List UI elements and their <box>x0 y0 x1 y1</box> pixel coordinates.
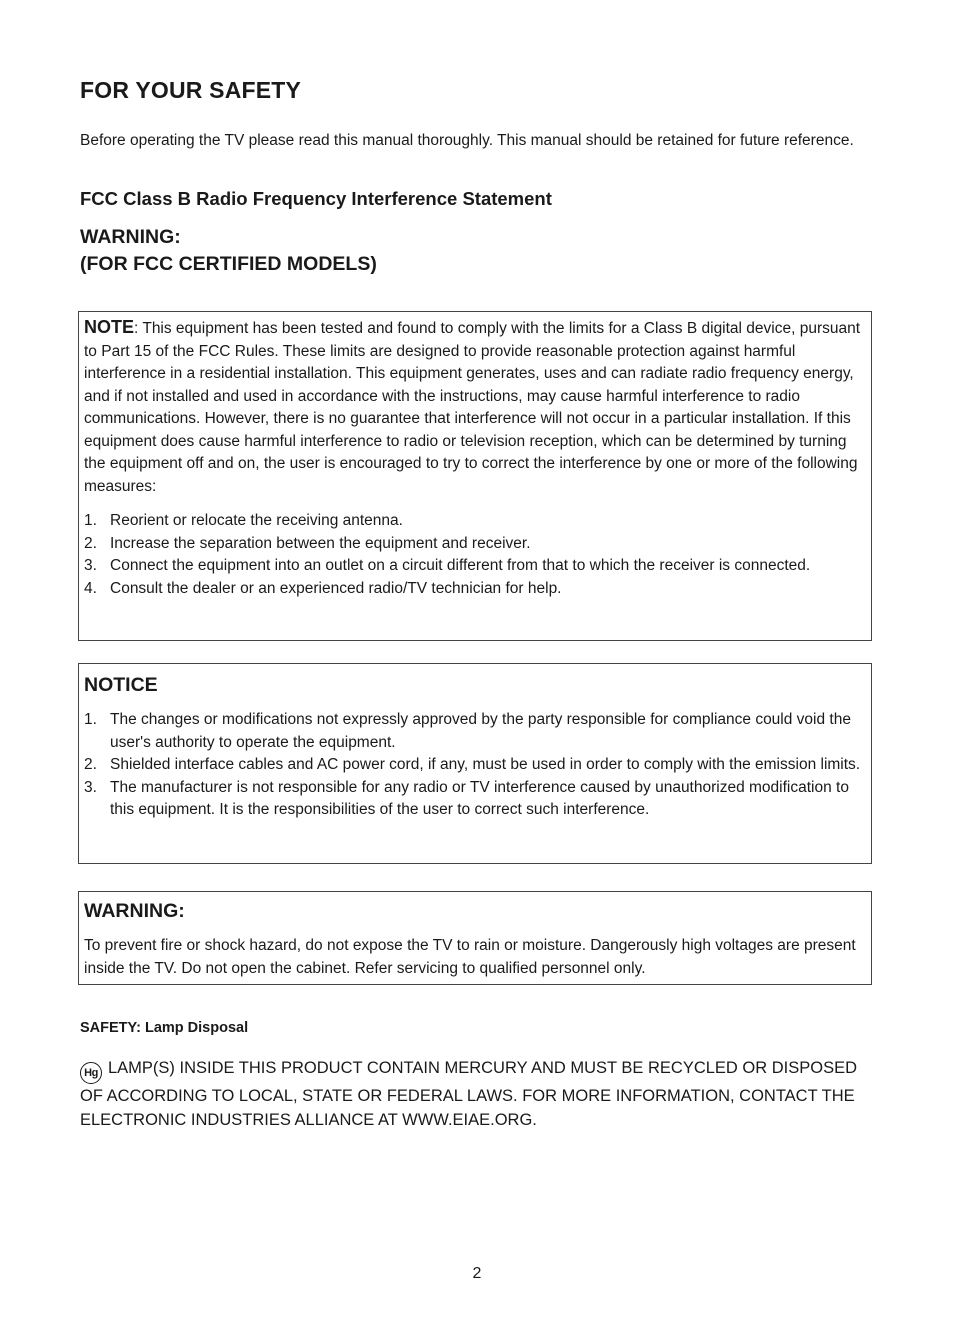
list-item-number: 4. <box>84 579 97 597</box>
lamp-heading-bold: SAFETY: <box>80 1020 141 1036</box>
note-text: : This equipment has been tested and found to comply with the limits for a Class B digital device, pursuant to Part 15 of the FCC Rules. These limits are designed to provide reasonable protection against harmful interference in a residential installation. This equipment generates, uses and can radiate radio frequency energy, and if not installed and used in accordance with the instructions, may cause harmful interference to radio communications. However, there is no guarantee that interference will not occur in a particular installation. If this equipment does cause harmful interference to radio or television reception, which can be determined by turning the equipment off and on, the user is encouraged to try to correct the interference by one or more of the following measures: <box>84 320 861 495</box>
notice-box <box>78 663 872 864</box>
list-item-text: Increase the separation between the equipment and receiver. <box>110 534 531 552</box>
list-item-number: 3. <box>84 778 97 796</box>
list-item <box>84 709 867 754</box>
list-item-text: The changes or modifications not expressly approved by the party responsible for compliance could void the user's authority to operate the equipment. <box>110 711 851 751</box>
list-item-number: 2. <box>84 756 97 773</box>
list-item-text: The manufacturer is not responsible for any radio or TV interference caused by unauthorized modification to this equipment. It is the responsibilities of the user to correct such interference. <box>110 778 849 818</box>
note-box <box>78 311 872 641</box>
warning-title: WARNING: <box>84 900 185 922</box>
lamp-disposal-text <box>80 1056 880 1132</box>
list-item-number: 1. <box>84 711 97 728</box>
list-item <box>84 533 867 556</box>
note-measures-list <box>84 510 867 600</box>
lamp-text-body: LAMP(S) INSIDE THIS PRODUCT CONTAIN MERCURY AND MUST BE RECYCLED OR DISPOSED OF ACCORDING TO LOCAL, STATE OR FEDERAL LAWS. FOR MORE INFORMATION, CONTACT THE ELECTRONIC INDUSTRIES ALLIANCE AT WWW.EIAE.ORG. <box>80 1059 858 1129</box>
list-item <box>84 777 867 822</box>
warning-text: To prevent fire or shock hazard, do not expose the TV to rain or moisture. Dangerously high voltages are present inside the TV. Do not open the cabinet. Refer servicing to qualified personnel only. <box>84 937 856 977</box>
page-title: FOR YOUR SAFETY <box>80 77 302 103</box>
list-item <box>84 510 867 533</box>
fcc-heading: FCC Class B Radio Frequency Interference Statement <box>80 188 552 209</box>
list-item-text: Consult the dealer or an experienced radio/TV technician for help. <box>110 579 562 597</box>
list-item-text: Reorient or relocate the receiving antenna. <box>110 512 403 529</box>
fcc-warning-heading-line2: (FOR FCC CERTIFIED MODELS) <box>80 253 377 275</box>
intro-text: Before operating the TV please read this manual thoroughly. This manual should be retained for future reference. <box>80 132 854 149</box>
notice-list <box>84 709 867 822</box>
lamp-disposal-heading <box>80 1020 248 1036</box>
note-lead: NOTE <box>84 317 135 337</box>
mercury-hg-icon: Hg <box>80 1062 102 1084</box>
list-item <box>84 578 867 601</box>
list-item <box>84 754 867 777</box>
list-item-number: 1. <box>84 512 97 529</box>
list-item-number: 3. <box>84 557 97 574</box>
list-item-number: 2. <box>84 534 97 552</box>
fcc-warning-heading-line1: WARNING: <box>80 226 181 248</box>
fcc-warning-heading <box>80 224 377 278</box>
note-paragraph <box>84 316 867 498</box>
page-number: 2 <box>472 1265 482 1282</box>
lamp-heading-rest: Lamp Disposal <box>140 1020 249 1036</box>
warning-box <box>78 891 872 985</box>
list-item-text: Shielded interface cables and AC power cord, if any, must be used in order to comply with the emission limits. <box>110 756 861 773</box>
list-item-text: Connect the equipment into an outlet on a circuit different from that to which the receiver is connected. <box>110 557 811 574</box>
list-item <box>84 555 867 578</box>
notice-title: NOTICE <box>84 674 158 696</box>
